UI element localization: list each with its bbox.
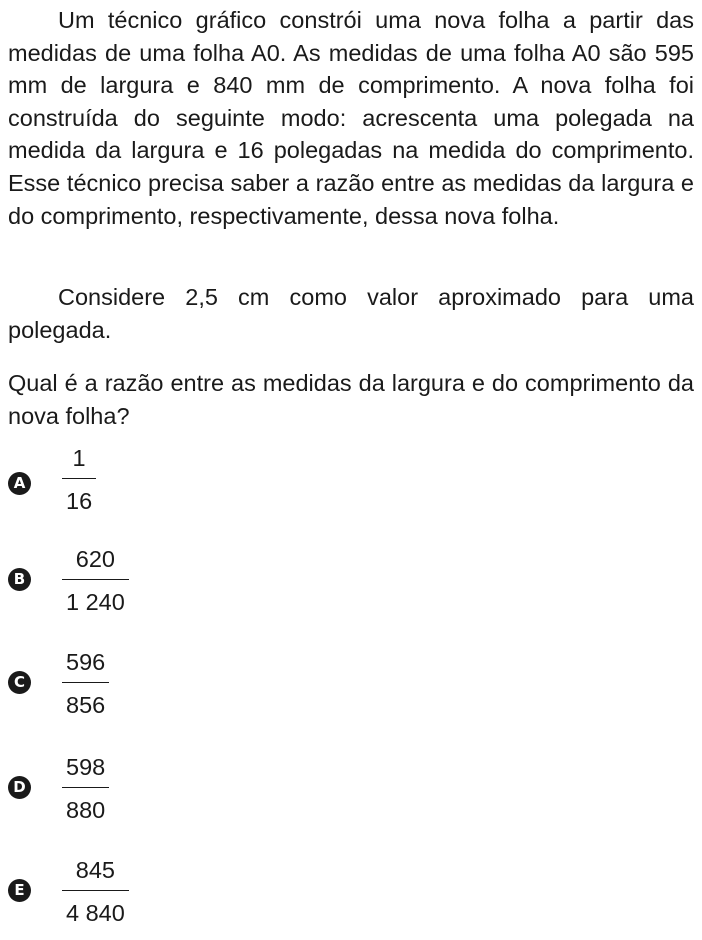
- option-b-fraction: [62, 545, 129, 616]
- option-a-denominator: 16: [66, 488, 93, 514]
- option-a[interactable]: [8, 444, 308, 524]
- option-e-numerator: 845: [75, 857, 116, 883]
- question-paragraph-2: Considere 2,5 cm como valor aproximado para uma polegada.: [8, 284, 694, 343]
- option-c-numerator: 596: [66, 649, 106, 675]
- option-d-letter-badge: D: [8, 776, 31, 799]
- option-d-denominator: 880: [66, 797, 106, 823]
- option-a-letter-badge: A: [8, 472, 31, 495]
- option-b-denominator: 1 240: [66, 589, 125, 615]
- question-prompt: Qual é a razão entre as medidas da largura e do comprimento da nova folha?: [8, 370, 694, 429]
- option-c-letter-badge: C: [8, 671, 31, 694]
- option-e-denominator: 4 840: [66, 900, 125, 926]
- option-d-numerator: 598: [66, 754, 106, 780]
- option-e[interactable]: [8, 856, 308, 936]
- question-paragraph-1: Um técnico gráfico constrói uma nova folha a partir das medidas de uma folha A0. As medidas de uma folha A0 são 595 mm de largura e 840 mm de comprimento. A nova folha foi construída do seguinte modo: acrescenta uma polegada na medida da largura e 16 polegadas na medida do comprimento. Esse técnico precisa saber a razão entre as medidas da largura e do comprimento, respectivamente, dessa nova folha.: [8, 7, 694, 229]
- option-c-denominator: 856: [66, 692, 106, 718]
- option-c-fraction: [62, 648, 109, 719]
- option-a-fraction: [62, 444, 96, 515]
- option-a-numerator: 1: [72, 445, 86, 471]
- option-e-letter-badge: E: [8, 879, 31, 902]
- option-e-fraction: [62, 856, 129, 927]
- option-c[interactable]: [8, 648, 308, 728]
- option-d[interactable]: [8, 753, 308, 833]
- option-b-letter-badge: B: [8, 568, 31, 591]
- option-d-fraction: [62, 753, 109, 824]
- option-b[interactable]: [8, 545, 308, 625]
- option-b-numerator: 620: [75, 546, 116, 572]
